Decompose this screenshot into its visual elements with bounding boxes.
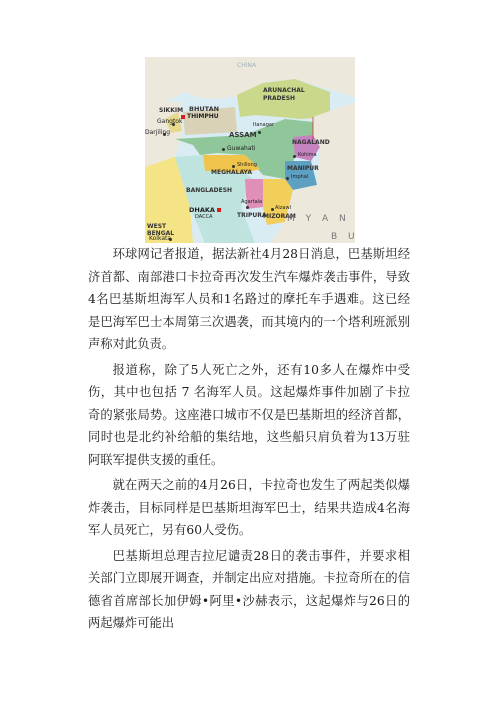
article-paragraph: 报道称，除了5人死亡之外，还有10多人在爆炸中受伤，其中也包括 7 名海军人员。这起爆炸事件加剧了卡拉奇的紧张局势。这座港口城市不仅是巴基斯坦的经济首都，同时也是北约补给船的集结地，这些船只肩负着为13万驻阿联军提供支援的重任。 [88, 362, 410, 467]
city-dot-shillong [232, 165, 235, 168]
label-itanagar: Itanagar [253, 122, 275, 128]
label-dhaka: DHAKA [189, 206, 215, 214]
label-kohima: Kohima [298, 152, 317, 158]
label-darjiling: Darjiling [145, 129, 171, 136]
label-gangtok: Gangtok [157, 118, 183, 125]
label-sikkim: SIKKIM [159, 107, 184, 114]
label-arunachal-pradesh: ARUNACHAL PRADESH [263, 87, 305, 102]
label-assam: ASSAM [229, 131, 257, 139]
capital-marker-dhaka [217, 208, 221, 212]
label-guwahati: Guwahati [227, 145, 256, 152]
city-dot-kohima [293, 155, 296, 158]
label-nagaland: NAGALAND [292, 139, 330, 146]
label-manipur: MANIPUR [287, 165, 319, 172]
label-thimphu: THIMPHU [187, 113, 219, 120]
label-agartala: Agartala [241, 199, 263, 205]
article-paragraph: 巴基斯坦总理吉拉尼谴责28日的袭击事件，并要求相关部门立即展开调查，并制定出应对措施。卡拉奇所在的信德省首席部长加伊姆•阿里•沙赫表示，这起爆炸与26日的两起爆炸可能出 [88, 548, 410, 630]
label-mizoram: MIZORAM [263, 213, 296, 220]
label-shillong: Shillong [237, 162, 257, 168]
label-dacca: DACCA [195, 214, 213, 220]
label-west-bengal: WEST BENGAL [147, 223, 175, 237]
city-dot-imphal [286, 177, 289, 180]
label-bangladesh: BANGLADESH [186, 187, 233, 194]
news-article [88, 243, 410, 638]
label-imphal: Imphal [291, 174, 309, 180]
label-burma: B U [331, 232, 359, 242]
article-paragraph: 就在两天之前的4月26日，卡拉奇也发生了两起类似爆炸袭击，目标同样是巴基斯坦海军巴士，结果共造成4名海军人员死亡，另有60人受伤。 [88, 478, 410, 537]
city-dot-aizawl [271, 208, 274, 211]
label-aizawl: Aizawl [275, 205, 291, 211]
city-dot-agartala [246, 206, 249, 209]
label-tripura: TRIPURA [237, 212, 267, 219]
article-paragraph: 环球网记者报道，据法新社4月28日消息，巴基斯坦经济首都、南部港口卡拉奇再次发生汽车爆炸袭击事件，导致4名巴基斯坦海军人员和1名路过的摩托车手遇难。这已经是巴海军巴士本周第三次遇袭，而其境内的一个塔利班派别声称对此负责。 [88, 247, 410, 351]
label-china: CHINA [237, 62, 257, 69]
label-meghalaya: MEGHALAYA [211, 169, 252, 176]
northeast-india-map [145, 57, 359, 243]
label-kolkata: Kolkata [149, 235, 172, 242]
label-bhutan: BHUTAN [189, 105, 220, 113]
city-dot-itanagar [258, 131, 261, 134]
city-dot-guwahati [222, 148, 225, 151]
label-myanmar: M Y A N [287, 214, 350, 224]
